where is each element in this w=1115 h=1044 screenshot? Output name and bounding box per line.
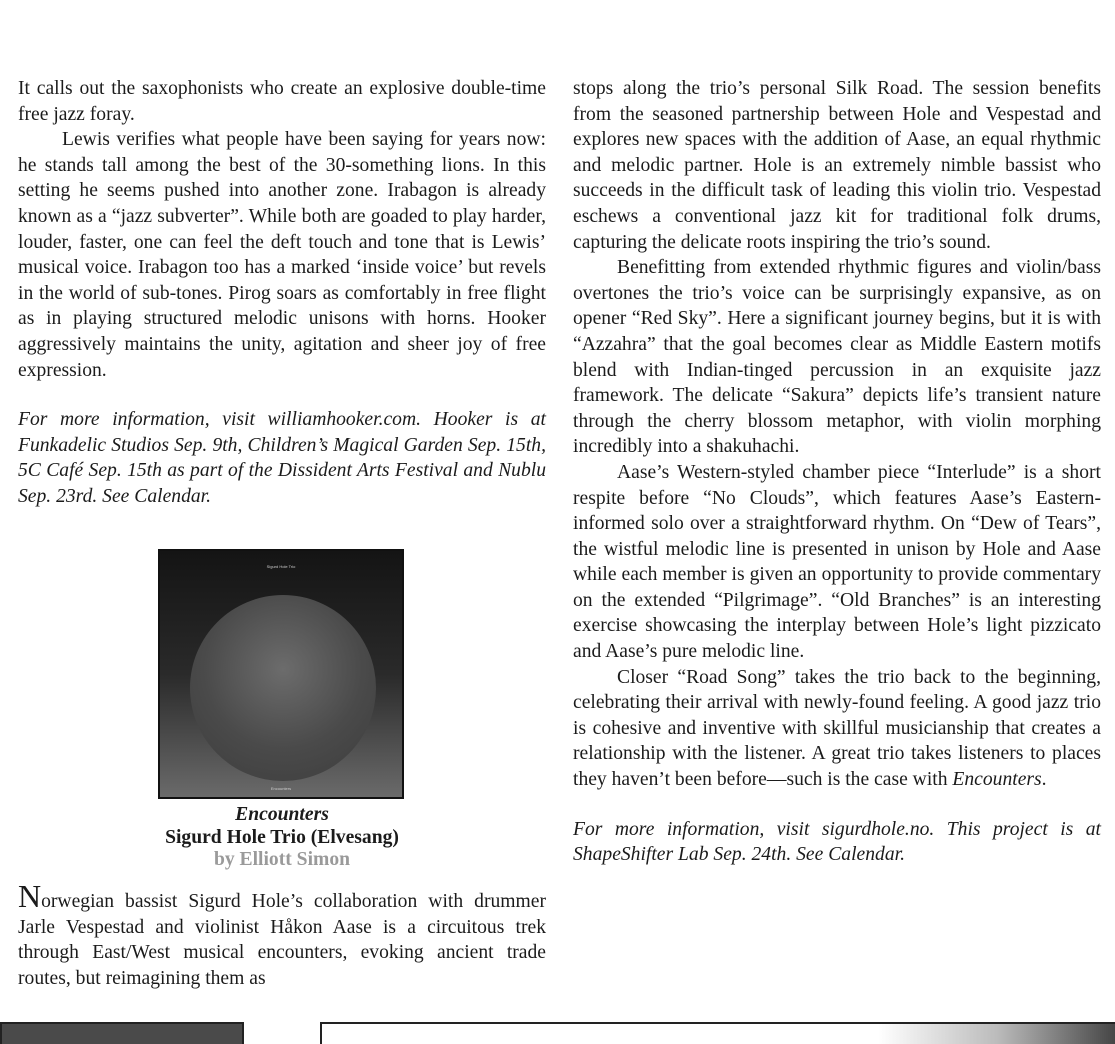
cover-title-text: Encounters [270, 786, 292, 791]
info-note: For more information, visit sigurdhole.no. This project is at ShapeShifter Lab Sep. 24th. See Calendar. [573, 818, 1101, 866]
review-byline: by Elliott Simon [213, 849, 351, 870]
paragraph [573, 665, 1101, 793]
review-opening-text: orwegian bassist Sigurd Hole’s collaboration with drummer Jarle Vespestad and violinist Håkon Aase is a circuitous trek through East/West musical encounters, evoking ancient trade routes, but reimagining them as [18, 891, 546, 989]
paragraph-text: Closer “Road Song” takes the trio back to the beginning, celebrating their arrival with newly-found feeling. A good jazz trio is cohesive and inventive with skillful musicianship that creates a relationship with the listener. A great trio takes listeners to places they haven’t been before—such is the case with [573, 666, 1101, 791]
next-article-image-right [320, 1022, 1115, 1044]
paragraph-end: . [1041, 769, 1047, 791]
paragraph: stops along the trio’s personal Silk Road. The session benefits from the seasoned partnership between Hole and Vespestad and explores new spaces with the addition of Aase, an equal rhythmic and melodic partner. Hole is an extremely nimble bassist who succeeds in the difficult task of leading this violin trio. Vespestad eschews a conventional jazz kit for traditional folk drums, capturing the delicate roots inspiring the trio’s sound. [573, 78, 1101, 253]
cover-artist-text: Sigurd Hole Trio [266, 564, 296, 569]
next-article-image-left [0, 1022, 244, 1044]
album-cover-image [158, 549, 404, 799]
album-artist: Sigurd Hole Trio (Elvesang) [165, 827, 399, 848]
cover-circle-graphic [190, 595, 376, 781]
left-column [18, 76, 546, 510]
paragraph: Aase’s Western-styled chamber piece “Interlude” is a short respite before “No Clouds”, which features Aase’s Eastern-informed solo over a straightforward rhythm. On “Dew of Tears”, the wistful melodic line is presented in unison by Hole and Aase while each member is given an opportunity to provide commentary on the extended “Pilgrimage”. “Old Branches” is an interesting exercise showcasing the interplay between Hole’s light pizzicato and Aase’s pure melodic line. [573, 461, 1101, 663]
review-first-paragraph [18, 878, 546, 991]
album-title-inline: Encounters [952, 769, 1042, 791]
paragraph: Lewis verifies what people have been saying for years now: he stands tall among the best of the 30-something lions. In this setting he seems pushed into another zone. Irabagon is already known as a “jazz subverter”. While both are goaded to play harder, louder, faster, one can feel the deft touch and tone that is Lewis’ musical voice. Irabagon too has a marked ‘inside voice’ but revels in the world of sub-tones. Pirog soars as comfortably in free flight as in playing structured melodic unisons with horns. Hooker aggressively maintains the unity, agitation and sheer joy of free expression. [18, 129, 546, 381]
right-column [573, 76, 1101, 868]
album-title: Encounters [235, 804, 329, 825]
info-note: For more information, visit williamhooker.com. Hooker is at Funkadelic Studios Sep. 9th, Children’s Magical Garden Sep. 15th, 5C Café Sep. 15th as part of the Dissident Arts Festival and Nublu Sep. 23rd. See Calendar. [18, 409, 546, 507]
album-cover [158, 549, 404, 799]
drop-cap: N [18, 878, 42, 914]
paragraph: Benefitting from extended rhythmic figures and violin/bass overtones the trio’s voice can be surprisingly expansive, as on opener “Red Sky”. Here a significant journey begins, but it is with “Azzahra” that the goal becomes clear as Middle Eastern motifs blend with Indian-tinged percussion in an exquisite jazz framework. The delicate “Sakura” depicts life’s transient nature through the cherry blossom metaphor, with violin morphing incredibly into a shakuhachi. [573, 257, 1101, 458]
paragraph: It calls out the saxophonists who create an explosive double-time free jazz foray. [18, 78, 546, 125]
review-opening [18, 878, 546, 991]
